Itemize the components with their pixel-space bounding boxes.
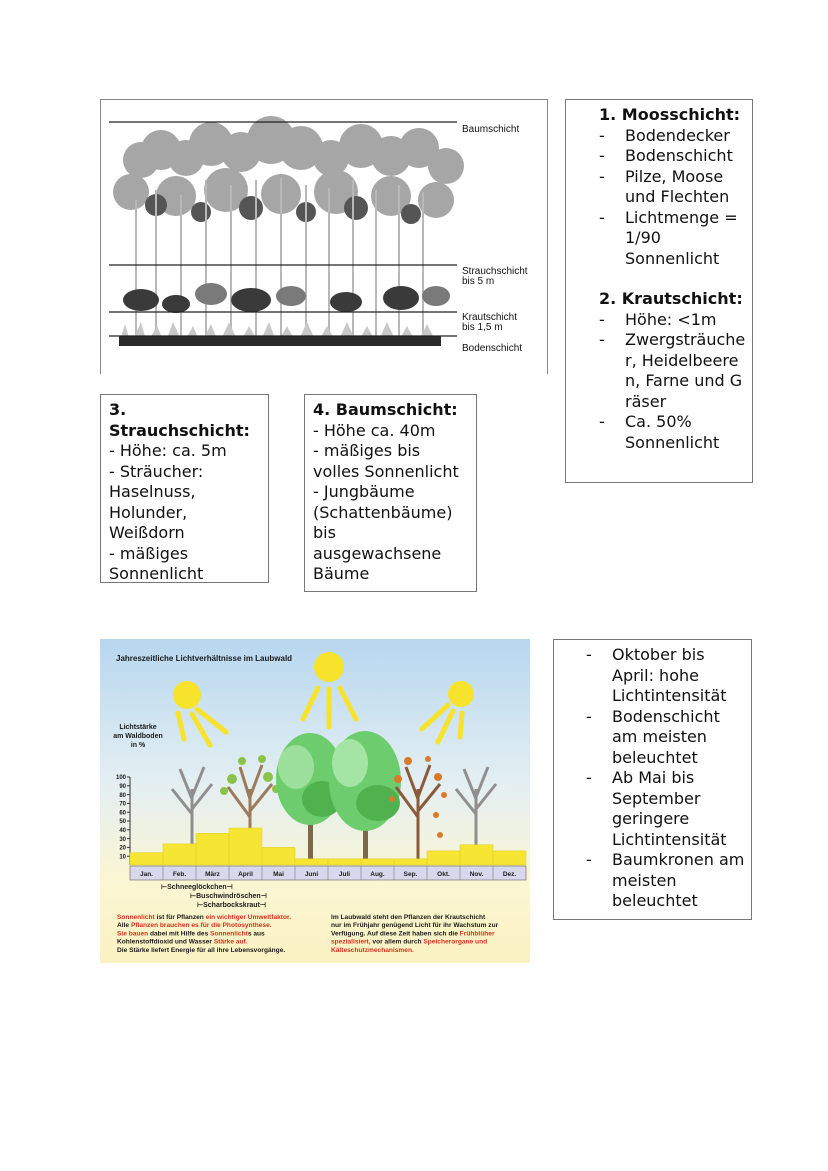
y-tick-label: 90 [119,784,126,790]
strauch-line: - Höhe: ca. 5m [109,441,227,460]
bar-5 [295,859,328,865]
y-tick-label: 70 [119,801,126,808]
bar-8 [394,859,427,865]
baum-line: bis [313,523,336,542]
caption-line: Die Stärke liefert Energie für all ihre Lebensvorgänge. [117,946,286,954]
bar-7 [361,859,394,865]
caption-line: Sie bauen dabei mit Hilfe des Sonnenlichts aus [117,930,265,938]
baum-line: volles Sonnenlicht [313,461,459,481]
month-label: Jan. [139,871,154,878]
bar-6 [328,859,361,865]
y-tick-label: 80 [119,792,126,799]
moos-heading: 1. Moosschicht: [599,105,741,124]
caption-line: Im Laubwald steht den Pflanzen der Krautschicht [331,914,486,921]
baum-line: - Jungbäume [313,482,415,501]
list-item: - Ca. 50% Sonnenlicht [599,412,720,452]
bar-0 [130,853,163,865]
bar-10 [460,845,493,865]
strauch-line: - mäßiges [109,543,189,563]
caption-line: Kälteschutzmechanismen. [331,946,414,954]
bar-11 [493,851,526,865]
list-item: - Ab Mai bis September geringere Lichtintensität [586,768,727,849]
label-krautschicht: Krautschicht [462,312,518,323]
list-item: - Zwergsträucher, Heidelbeeren, Farne und Gräser [599,330,746,411]
bar-4 [262,847,295,865]
label-bodenschicht: Bodenschicht [462,343,523,354]
kraut-list [599,310,746,454]
y-tick-label: 50 [119,819,126,826]
forest-layers-figure [100,99,548,374]
month-label: Juni [304,871,319,878]
baum-line: (Schattenbäume) [313,502,453,522]
strauch-line: Holunder, [109,502,188,522]
label-strauchschicht: Strauchschicht [462,266,528,277]
label-baumschicht: Baumschicht [462,124,520,135]
month-label: Sep. [403,871,418,878]
baum-line: - mäßiges bis [313,441,421,460]
label-kraut-height: bis 1,5 m [462,322,503,333]
caption-line: nur im Frühjahr genügend Licht für ihr Wachstum zur [331,922,499,930]
y-tick-label: 40 [119,828,126,834]
y-tick-label: 100 [115,775,126,782]
chart-title: Jahreszeitliche Lichtverhältnisse im Laubwald [116,654,293,663]
caption-line: spezialisiert, vor allem durch Speicherorgane und [331,938,488,946]
strauch-line: Sonnenlicht [109,564,204,583]
label-strauch-height: bis 5 m [462,276,495,287]
month-label: Okt. [437,871,450,878]
caption-line: Alle Pflanzen brauchen es für die Photosynthese. [117,922,272,930]
list-item: - Pilze, Moose und Flechten [599,166,730,206]
y-label-line-3: in % [130,742,146,749]
strauch-heading: 3. Strauchschicht: [109,400,250,440]
y-tick-label: 20 [119,845,126,852]
plant-label-scharbockskraut: ⊢Scharbockskraut⊣ [197,902,267,909]
month-label: Aug. [370,871,385,878]
month-label: Nov. [469,871,484,878]
y-tick-label: 60 [119,810,126,817]
list-item: - Bodendecker [599,125,730,145]
bar-9 [427,851,460,865]
caption-line: Sonnenlicht ist für Pflanzen ein wichtiger Umweltfaktor. [117,914,292,921]
strauch-line: Haselnuss, [109,482,196,501]
baum-box [304,394,477,592]
list-item: - Oktober bis April: hohe Lichtintensität [586,645,727,705]
list-item: - Baumkronen am meisten beleuchtet [586,850,745,910]
month-label: Dez. [502,871,517,878]
month-label: Mai [273,871,284,878]
moos-kraut-box [565,99,753,483]
strauch-line: - Sträucher: [109,461,204,481]
strauch-box [100,394,269,583]
caption-line: Verfügung. Auf diese Zeit haben sich die Frühblüher [331,930,495,938]
plant-label-buschwindroeschen: ⊢Buschwindröschen⊣ [190,893,267,900]
light-box [553,639,752,920]
bar-1 [163,844,196,865]
baum-heading: 4. Baumschicht: [313,400,458,419]
y-label-line-1: Lichtstärke [119,724,157,731]
month-label: Feb. [172,871,187,878]
baum-line: ausgewachsene [313,543,442,563]
light-chart-svg [100,639,530,963]
baum-line: - Höhe ca. 40m [313,420,436,440]
bar-2 [196,833,229,865]
month-label: März [205,871,220,878]
light-chart-figure [100,639,530,963]
month-label: Juli [338,871,351,878]
y-tick-label: 10 [119,854,126,861]
list-item: - Bodenschicht am meisten beleuchtet [586,706,720,767]
list-item: - Bodenschicht [599,146,733,165]
y-label-line-2: am Waldboden [113,733,163,740]
y-tick-label: 30 [119,836,126,843]
baum-line: Bäume [313,564,370,583]
strauch-line: Weißdorn [109,523,185,542]
moos-list [599,126,746,270]
list-item: - Höhe: <1m [599,309,717,329]
kraut-heading: 2. Krautschicht: [599,289,743,308]
bar-3 [229,828,262,865]
month-label: April [238,871,253,878]
list-item: - Lichtmenge = 1/90 Sonnenlicht [599,207,738,268]
plant-label-schneegloeckchen: ⊢Schneeglöckchen⊣ [161,884,233,891]
caption-line: Kohlenstoffdioxid und Wasser Stärke auf. [117,938,248,946]
